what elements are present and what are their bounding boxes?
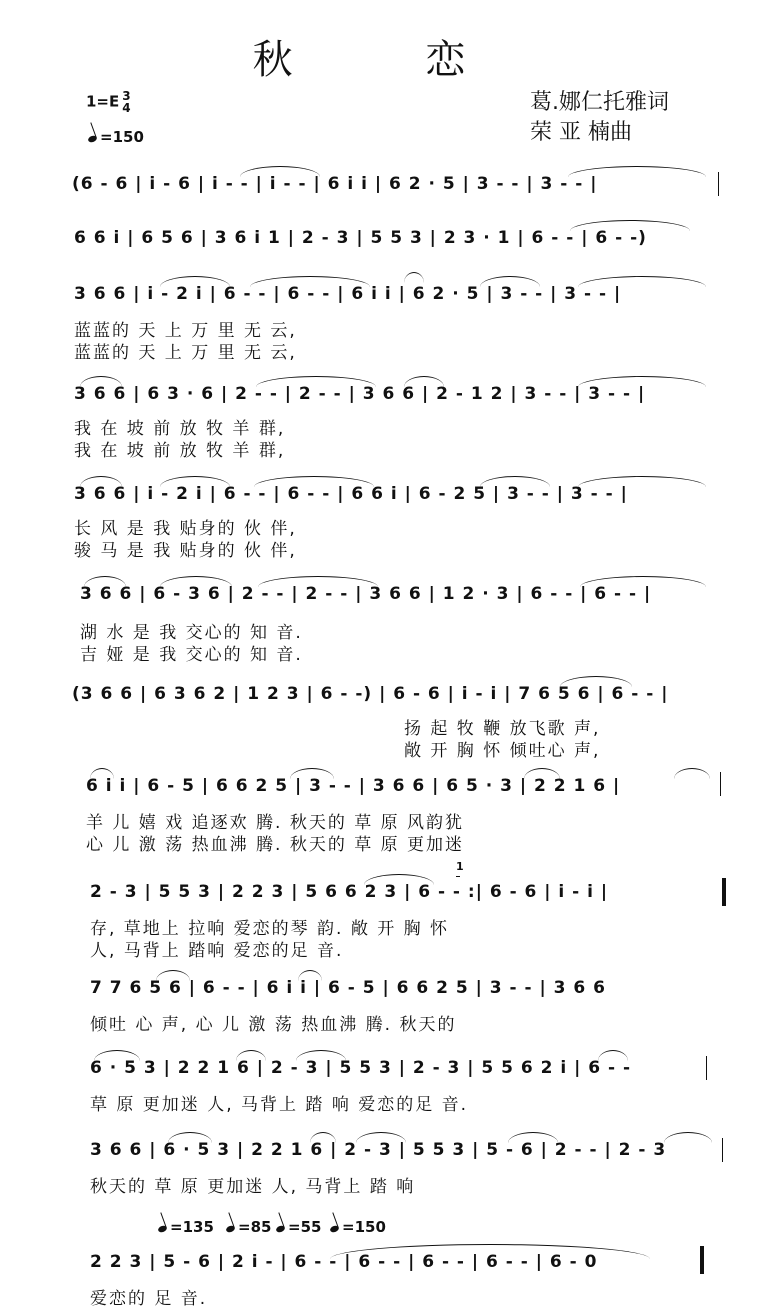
slur-arc	[296, 1050, 346, 1061]
notation-system-11: 6 · 5 3 | 2 2 1 6 | 2 - 3 | 5 5 3 | 2 - 3 | 5 5 6 2 i | 6 - -	[90, 1058, 632, 1078]
tie-arc	[254, 476, 374, 487]
tempo-value: =85	[238, 1218, 272, 1236]
notation-system-3: 3 6 6 | i - 2 i | 6 - - | 6 - - | 6 i i | 6 2 · 5 | 3 - - | 3 - - |	[74, 284, 622, 304]
meter-top: 3	[122, 89, 131, 103]
tie-arc	[578, 276, 706, 287]
volta-number: 1	[456, 860, 464, 873]
slur-arc	[236, 1050, 266, 1061]
slur-arc	[160, 576, 232, 587]
tie-arc	[580, 576, 706, 587]
tie-arc	[568, 166, 706, 177]
tempo-value: =55	[288, 1218, 322, 1236]
lyrics-verse-1: 羊 儿 嬉 戏 追逐欢 腾. 秋天的 草 原 风韵犹	[86, 813, 465, 833]
quarter-note-icon	[329, 1225, 340, 1234]
barline	[722, 1138, 723, 1162]
lyrics-verse-2: 吉 娅 是 我 交心的 知 音.	[80, 645, 303, 665]
quarter-note-icon	[87, 135, 98, 144]
barline	[722, 878, 726, 906]
notation-system-4: 3 6 6 | 6 3 · 6 | 2 - - | 2 - - | 3 6 6 | 2 - 1 2 | 3 - - | 3 - - |	[74, 384, 646, 404]
slur-arc	[364, 874, 434, 885]
notation-system-8: 6 i i | 6 - 5 | 6 6 2 5 | 3 - - | 3 6 6 | 6 5 · 3 | 2 2 1 6 |	[86, 776, 621, 796]
final-barline	[700, 1246, 704, 1274]
lyrics-verse-2: 心 儿 激 荡 热血沸 腾. 秋天的 草 原 更加迷	[86, 835, 465, 855]
lyrics-verse-1: 倾吐 心 声, 心 儿 激 荡 热血沸 腾. 秋天的	[90, 1015, 457, 1035]
notation-system-13: 2 2 3 | 5 - 6 | 2 i - | 6 - - | 6 - - | 6 - - | 6 - - | 6 - 0	[90, 1252, 598, 1272]
tie-arc	[258, 576, 378, 587]
tie-arc	[570, 220, 690, 231]
tempo-value: =150	[342, 1218, 386, 1236]
slur-arc	[160, 276, 230, 287]
lyrics-verse-2: 蓝蓝的 天 上 万 里 无 云,	[74, 343, 297, 363]
tie-arc	[578, 476, 706, 487]
notation-system-10: 7 7 6 5 6 | 6 - - | 6 i i | 6 - 5 | 6 6 2 5 | 3 - - | 3 6 6	[90, 978, 606, 998]
tie-arc	[330, 1244, 650, 1259]
lyricist-credit: 葛.娜仁托雅词	[530, 90, 669, 115]
tempo-value: =150	[100, 128, 144, 146]
credits	[530, 88, 669, 148]
quarter-note-icon	[225, 1225, 236, 1234]
slur-arc	[664, 1132, 712, 1143]
slur-arc	[524, 768, 560, 779]
tempo-change	[226, 1218, 271, 1236]
slur-arc	[356, 1132, 406, 1143]
notation-system-6: 3 6 6 | 6 - 3 6 | 2 - - | 2 - - | 3 6 6 | 1 2 · 3 | 6 - - | 6 - - |	[80, 584, 652, 604]
slur-arc	[290, 768, 334, 779]
notation-system-5: 3 6 6 | i - 2 i | 6 - - | 6 - - | 6 6 i | 6 - 2 5 | 3 - - | 3 - - |	[74, 484, 628, 504]
tie-arc	[240, 166, 320, 177]
notation-system-9: 2 - 3 | 5 5 3 | 2 2 3 | 5 6 6 2 3 | 6 - - :| 6 - 6 | i - i |	[90, 882, 609, 902]
notation-system-12: 3 6 6 | 6 · 5 3 | 2 2 1 6 | 2 - 3 | 5 5 3 | 5 - 6 | 2 - - | 2 - 3	[90, 1140, 667, 1160]
lyrics-verse-2: 人, 马背上 踏响 爱恋的足 音.	[90, 941, 344, 961]
slur-arc	[310, 1132, 336, 1143]
slur-arc	[480, 276, 540, 287]
slur-arc	[94, 1050, 140, 1061]
key-label: 1=E	[86, 92, 120, 111]
slur-arc	[404, 376, 444, 387]
tie-arc	[578, 376, 706, 387]
song-title: 秋 恋	[252, 37, 526, 83]
lyrics-verse-1: 扬 起 牧 鞭 放飞歌 声,	[404, 719, 601, 739]
notation-system-1: (6 - 6 | i - 6 | i - - | i - - | 6 i i | 6 2 · 5 | 3 - - | 3 - - |	[72, 174, 598, 194]
tempo-change	[330, 1218, 386, 1236]
tie-arc	[256, 376, 376, 387]
lyrics-verse-1: 爱恋的 足 音.	[90, 1289, 208, 1309]
slur-arc	[168, 1132, 212, 1143]
slur-arc	[160, 476, 230, 487]
slur-arc	[80, 376, 122, 387]
key-signature	[86, 90, 131, 114]
meter-bottom: 4	[122, 101, 131, 115]
lyrics-verse-2: 我 在 坡 前 放 牧 羊 群,	[74, 441, 286, 461]
slur-arc	[298, 970, 322, 981]
barline	[706, 1056, 707, 1080]
notation-system-2: 6 6 i | 6 5 6 | 3 6 i 1 | 2 - 3 | 5 5 3 | 2 3 · 1 | 6 - - | 6 - -)	[74, 228, 647, 248]
tempo-change	[158, 1218, 214, 1236]
quarter-note-icon	[275, 1225, 286, 1234]
volta-bracket	[456, 876, 460, 877]
lyrics-verse-2: 敞 开 胸 怀 倾吐心 声,	[404, 741, 601, 761]
lyrics-verse-1: 存, 草地上 拉响 爱恋的琴 韵. 敞 开 胸 怀	[90, 919, 450, 939]
tempo-value: =135	[170, 1218, 214, 1236]
tempo-marking	[88, 128, 144, 146]
tie-arc	[250, 276, 370, 287]
lyrics-verse-1: 秋天的 草 原 更加迷 人, 马背上 踏 响	[90, 1177, 416, 1197]
barline	[720, 772, 721, 796]
lyrics-verse-2: 骏 马 是 我 贴身的 伙 伴,	[74, 541, 297, 561]
slur-arc	[404, 272, 424, 283]
composer-credit: 荣 亚 楠曲	[530, 120, 632, 145]
slur-arc	[156, 970, 190, 981]
slur-arc	[80, 476, 122, 487]
barline	[718, 172, 719, 196]
slur-arc	[598, 1050, 628, 1061]
slur-arc	[560, 676, 632, 687]
lyrics-verse-1: 蓝蓝的 天 上 万 里 无 云,	[74, 321, 297, 341]
lyrics-verse-1: 我 在 坡 前 放 牧 羊 群,	[74, 419, 286, 439]
slur-arc	[90, 768, 114, 779]
lyrics-verse-1: 长 风 是 我 贴身的 伙 伴,	[74, 519, 297, 539]
slur-arc	[674, 768, 710, 779]
tempo-change	[276, 1218, 321, 1236]
slur-arc	[480, 476, 550, 487]
lyrics-verse-1: 草 原 更加迷 人, 马背上 踏 响 爱恋的足 音.	[90, 1095, 469, 1115]
slur-arc	[508, 1132, 558, 1143]
lyrics-verse-1: 湖 水 是 我 交心的 知 音.	[80, 623, 303, 643]
notation-system-7: (3 6 6 | 6 3 6 2 | 1 2 3 | 6 - -) | 6 - 6 | i - i | 7 6 5 6 | 6 - - |	[72, 684, 669, 704]
quarter-note-icon	[157, 1225, 168, 1234]
slur-arc	[84, 576, 126, 587]
